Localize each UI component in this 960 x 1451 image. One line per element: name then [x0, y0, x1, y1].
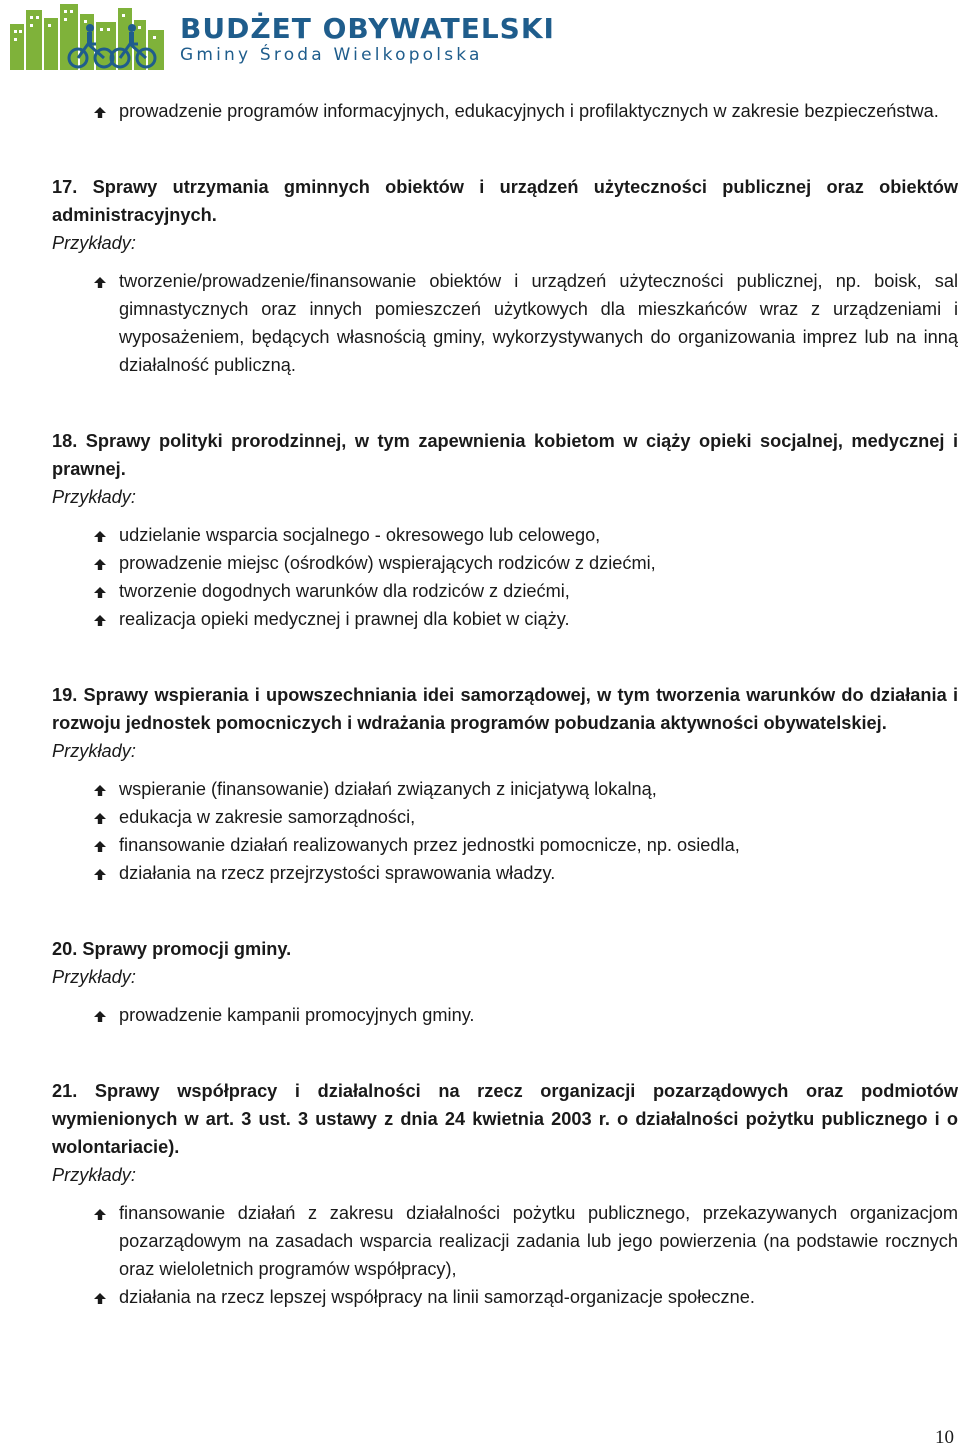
bullet-arrow-icon	[94, 615, 106, 626]
examples-list	[52, 267, 958, 379]
list-item	[52, 775, 958, 803]
examples-label: Przykłady:	[52, 741, 136, 761]
section-heading: 20. Sprawy promocji gminy.	[52, 939, 292, 959]
examples-label: Przykłady:	[52, 967, 136, 987]
list-item	[52, 577, 958, 605]
bullet-arrow-icon	[94, 587, 106, 598]
logo-title: BUDŻET OBYWATELSKI	[180, 12, 555, 45]
section-18	[52, 427, 958, 633]
examples-list	[52, 1199, 958, 1311]
examples-label: Przykłady:	[52, 487, 136, 507]
bullet-arrow-icon	[94, 841, 106, 852]
bullet-arrow-icon	[94, 1293, 106, 1304]
list-item-text: działania na rzecz przejrzystości sprawowania władzy.	[119, 863, 556, 883]
examples-label: Przykłady:	[52, 233, 136, 253]
list-item-text: prowadzenie programów informacyjnych, edukacyjnych i profilaktycznych w zakresie bezpieczeństwa.	[119, 101, 939, 121]
list-item	[52, 1199, 958, 1283]
document-body	[52, 97, 958, 1311]
list-item-text: prowadzenie kampanii promocyjnych gminy.	[119, 1005, 475, 1025]
examples-list	[52, 1001, 958, 1029]
section-heading: 21. Sprawy współpracy i działalności na rzecz organizacji pozarządowych oraz podmiotów wymienionych w art. 3 ust. 3 ustawy z dnia 24 kwietnia 2003 r. o działalności pożytku publicznego i o wolontariacie).	[52, 1081, 958, 1157]
list-item	[52, 831, 958, 859]
list-item-text: edukacja w zakresie samorządności,	[119, 807, 416, 827]
list-item-text: realizacja opieki medycznej i prawnej dla kobiet w ciąży.	[119, 609, 570, 629]
list-item-text: finansowanie działań realizowanych przez jednostki pomocnicze, np. osiedla,	[119, 835, 740, 855]
bullet-arrow-icon	[94, 785, 106, 796]
bullet-arrow-icon	[94, 559, 106, 570]
examples-label: Przykłady:	[52, 1165, 136, 1185]
bullet-arrow-icon	[94, 869, 106, 880]
logo-wordmark	[180, 14, 555, 66]
section-19	[52, 681, 958, 887]
list-item-text: finansowanie działań z zakresu działalności pożytku publicznego, przekazywanych organizacjom pozarządowym na zasadach wsparcia realizacji zadania lub jego powierzenia (na podstawie rocznych oraz wieloletnich programów współpracy),	[119, 1203, 958, 1279]
section-20	[52, 935, 958, 1029]
list-item	[52, 267, 958, 379]
page-number: 10	[935, 1427, 954, 1448]
list-item-text: udzielanie wsparcia socjalnego - okresowego lub celowego,	[119, 525, 601, 545]
list-item-text: wspieranie (finansowanie) działań związanych z inicjatywą lokalną,	[119, 779, 657, 799]
logo-city-cyclists-icon	[8, 2, 168, 70]
list-item	[52, 859, 958, 887]
examples-list	[52, 521, 958, 633]
bullet-arrow-icon	[94, 531, 106, 542]
header	[8, 2, 555, 72]
logo-subtitle: Gminy Środa Wielkopolska	[180, 45, 483, 65]
bullet-arrow-icon	[94, 277, 106, 288]
section-heading: 17. Sprawy utrzymania gminnych obiektów i urządzeń użyteczności publicznej oraz obiektów administracyjnych.	[52, 177, 958, 225]
examples-list	[52, 775, 958, 887]
list-item	[52, 97, 958, 125]
list-item-text: działania na rzecz lepszej współpracy na linii samorząd-organizacje społeczne.	[119, 1287, 755, 1307]
list-item-text: tworzenie dogodnych warunków dla rodziców z dziećmi,	[119, 581, 570, 601]
list-item	[52, 549, 958, 577]
section-heading: 19. Sprawy wspierania i upowszechniania idei samorządowej, w tym tworzenia warunków do działania i rozwoju jednostek pomocniczych i wdrażania programów pobudzania aktywności obywatelskiej.	[52, 685, 958, 733]
section-17	[52, 173, 958, 379]
list-item	[52, 605, 958, 633]
bullet-arrow-icon	[94, 813, 106, 824]
list-item	[52, 803, 958, 831]
list-item	[52, 1001, 958, 1029]
section-heading: 18. Sprawy polityki prorodzinnej, w tym zapewnienia kobietom w ciąży opieki socjalnej, medycznej i prawnej.	[52, 431, 958, 479]
bullet-arrow-icon	[94, 107, 106, 118]
bullet-arrow-icon	[94, 1209, 106, 1220]
list-item-text: prowadzenie miejsc (ośrodków) wspierających rodziców z dziećmi,	[119, 553, 656, 573]
list-item	[52, 521, 958, 549]
intro-list	[52, 97, 958, 125]
list-item	[52, 1283, 958, 1311]
bullet-arrow-icon	[94, 1011, 106, 1022]
list-item-text: tworzenie/prowadzenie/finansowanie obiektów i urządzeń użyteczności publicznej, np. boisk, sal gimnastycznych oraz innych pomieszczeń użytkowych dla mieszkańców wraz z urządzeniami i wyposażeniem, będących własnością gminy, wykorzystywanych do organizowania imprez lub na inną działalność publiczną.	[119, 271, 958, 375]
section-21	[52, 1077, 958, 1311]
